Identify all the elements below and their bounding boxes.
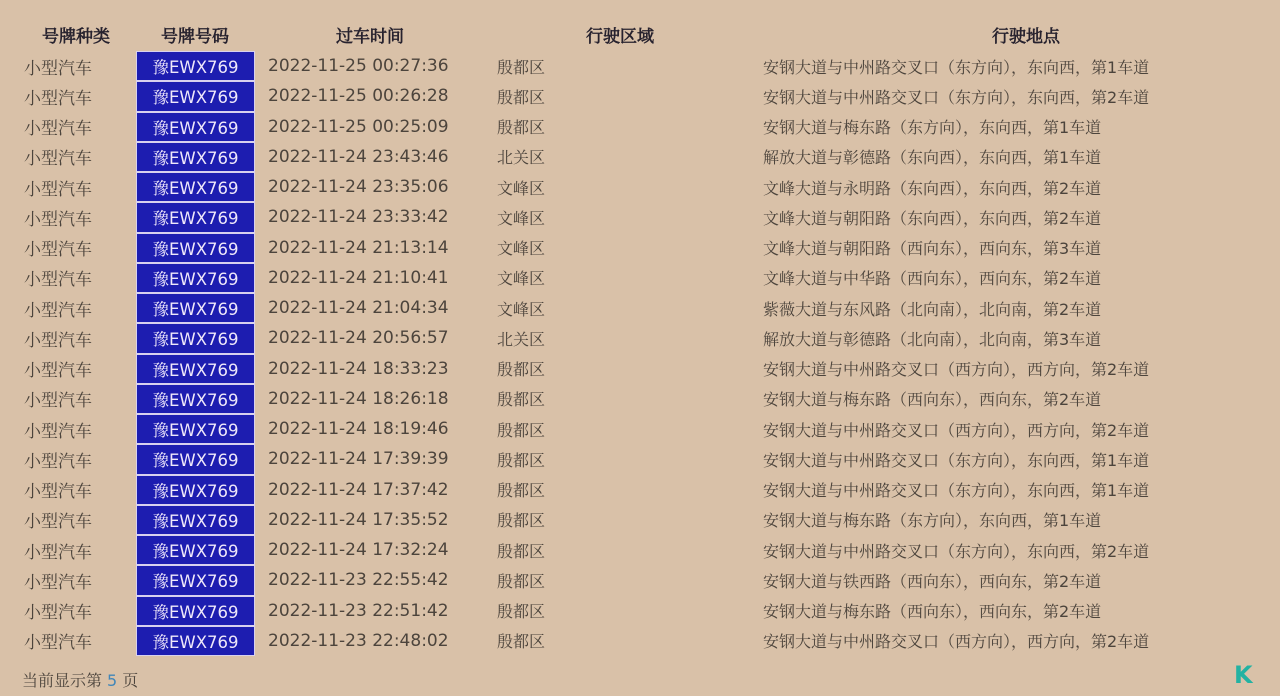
plate-type-cell: 小型汽车 [24, 542, 92, 563]
table-row [0, 414, 1280, 444]
plate-type-cell: 小型汽车 [24, 209, 92, 230]
plate-number-cell [136, 172, 255, 202]
current-page-number: 5 [107, 671, 118, 690]
plate-number-cell [136, 414, 255, 444]
plate-number-cell [136, 384, 255, 414]
plate-number-cell [136, 444, 255, 474]
district-cell: 文峰区 [496, 269, 545, 289]
plate-type-cell: 小型汽车 [24, 512, 92, 533]
plate-number-badge[interactable]: 豫EWX769 [136, 565, 255, 595]
table-row [0, 596, 1280, 626]
district-cell: 北关区 [496, 148, 545, 168]
header-driving-location: 行驶地点 [992, 27, 1060, 47]
plate-number-badge[interactable]: 豫EWX769 [136, 172, 255, 202]
pass-time-cell: 2022-11-24 18:33:23 [268, 358, 449, 379]
district-cell: 殷都区 [496, 450, 545, 470]
location-cell: 文峰大道与朝阳路（东向西），东向西，第2车道 [763, 208, 1102, 228]
plate-number-badge[interactable]: 豫EWX769 [136, 505, 255, 535]
location-cell: 解放大道与彰德路（北向南），北向南，第3车道 [763, 329, 1102, 349]
location-cell: 安钢大道与梅东路（东方向），东向西，第1车道 [763, 511, 1102, 531]
plate-type-cell: 小型汽车 [24, 88, 92, 109]
plate-number-badge[interactable]: 豫EWX769 [136, 384, 255, 414]
district-cell: 殷都区 [496, 360, 545, 380]
plate-number-cell [136, 263, 255, 293]
plate-number-cell [136, 596, 255, 626]
pass-time-cell: 2022-11-25 00:26:28 [268, 86, 449, 107]
table-row [0, 202, 1280, 232]
plate-number-badge[interactable]: 豫EWX769 [136, 414, 255, 444]
pagination-status [22, 668, 138, 691]
plate-number-badge[interactable]: 豫EWX769 [136, 263, 255, 293]
district-cell: 文峰区 [496, 208, 545, 228]
district-cell: 文峰区 [496, 178, 545, 198]
location-cell: 文峰大道与朝阳路（西向东），西向东，第3车道 [763, 239, 1102, 259]
pass-time-cell: 2022-11-24 17:37:42 [268, 479, 449, 500]
table-row [0, 51, 1280, 81]
district-cell: 殷都区 [496, 602, 545, 622]
pass-time-cell: 2022-11-24 17:35:52 [268, 509, 449, 530]
plate-number-cell [136, 535, 255, 565]
plate-number-badge[interactable]: 豫EWX769 [136, 202, 255, 232]
plate-number-cell [136, 565, 255, 595]
header-plate-type: 号牌种类 [42, 27, 110, 47]
plate-number-cell [136, 233, 255, 263]
location-cell: 安钢大道与中州路交叉口（东方向），东向西，第1车道 [763, 57, 1150, 77]
location-cell: 紫薇大道与东风路（北向南），北向南，第2车道 [763, 299, 1102, 319]
table-row [0, 172, 1280, 202]
plate-number-cell [136, 626, 255, 656]
location-cell: 安钢大道与中州路交叉口（东方向），东向西，第2车道 [763, 541, 1150, 561]
plate-type-cell: 小型汽车 [24, 603, 92, 624]
location-cell: 安钢大道与梅东路（西向东），西向东，第2车道 [763, 602, 1102, 622]
location-cell: 安钢大道与中州路交叉口（西方向），西方向，第2车道 [763, 632, 1150, 652]
table-row [0, 293, 1280, 323]
district-cell: 殷都区 [496, 118, 545, 138]
header-plate-number: 号牌号码 [161, 27, 229, 47]
plate-number-cell [136, 81, 255, 111]
plate-number-badge[interactable]: 豫EWX769 [136, 596, 255, 626]
plate-number-badge[interactable]: 豫EWX769 [136, 354, 255, 384]
plate-number-badge[interactable]: 豫EWX769 [136, 444, 255, 474]
plate-type-cell: 小型汽车 [24, 119, 92, 140]
table-body [0, 51, 1280, 656]
district-cell: 殷都区 [496, 57, 545, 77]
district-cell: 殷都区 [496, 87, 545, 107]
plate-type-cell: 小型汽车 [24, 149, 92, 170]
header-driving-area: 行驶区域 [586, 27, 654, 47]
plate-number-cell [136, 354, 255, 384]
district-cell: 殷都区 [496, 420, 545, 440]
plate-type-cell: 小型汽车 [24, 361, 92, 382]
plate-number-badge[interactable]: 豫EWX769 [136, 626, 255, 656]
district-cell: 北关区 [496, 329, 545, 349]
plate-type-cell: 小型汽车 [24, 482, 92, 503]
pass-time-cell: 2022-11-24 23:43:46 [268, 146, 449, 167]
pass-time-cell: 2022-11-24 17:39:39 [268, 449, 449, 470]
plate-number-badge[interactable]: 豫EWX769 [136, 323, 255, 353]
plate-type-cell: 小型汽车 [24, 270, 92, 291]
plate-number-cell [136, 112, 255, 142]
pass-time-cell: 2022-11-25 00:27:36 [268, 56, 449, 77]
plate-number-cell [136, 293, 255, 323]
district-cell: 殷都区 [496, 390, 545, 410]
table-row [0, 142, 1280, 172]
plate-number-badge[interactable]: 豫EWX769 [136, 293, 255, 323]
table-row [0, 475, 1280, 505]
table-row [0, 384, 1280, 414]
plate-number-cell [136, 51, 255, 81]
plate-type-cell: 小型汽车 [24, 300, 92, 321]
k-watermark-logo: K [1234, 661, 1253, 689]
table-row [0, 354, 1280, 384]
table-row [0, 233, 1280, 263]
location-cell: 文峰大道与永明路（东向西），东向西，第2车道 [763, 178, 1102, 198]
pass-time-cell: 2022-11-23 22:48:02 [268, 630, 449, 651]
plate-type-cell: 小型汽车 [24, 179, 92, 200]
location-cell: 安钢大道与中州路交叉口（西方向），西方向，第2车道 [763, 420, 1150, 440]
table-row [0, 535, 1280, 565]
plate-type-cell: 小型汽车 [24, 240, 92, 261]
location-cell: 安钢大道与中州路交叉口（东方向），东向西，第1车道 [763, 481, 1150, 501]
plate-number-badge[interactable]: 豫EWX769 [136, 112, 255, 142]
district-cell: 殷都区 [496, 632, 545, 652]
plate-number-cell [136, 202, 255, 232]
pass-time-cell: 2022-11-24 21:04:34 [268, 298, 449, 319]
pass-time-cell: 2022-11-24 18:19:46 [268, 419, 449, 440]
table-row [0, 505, 1280, 535]
header-pass-time: 过车时间 [336, 27, 404, 47]
pagination-prefix: 当前显示第 [22, 671, 103, 690]
pass-time-cell: 2022-11-24 18:26:18 [268, 388, 449, 409]
table-row [0, 565, 1280, 595]
pass-time-cell: 2022-11-23 22:55:42 [268, 570, 449, 591]
table-row [0, 263, 1280, 293]
plate-number-cell [136, 505, 255, 535]
location-cell: 安钢大道与梅东路（西向东），西向东，第2车道 [763, 390, 1102, 410]
plate-number-badge[interactable]: 豫EWX769 [136, 475, 255, 505]
table-row [0, 626, 1280, 656]
district-cell: 殷都区 [496, 571, 545, 591]
location-cell: 安钢大道与梅东路（东方向），东向西，第1车道 [763, 118, 1102, 138]
pass-time-cell: 2022-11-24 20:56:57 [268, 328, 449, 349]
plate-type-cell: 小型汽车 [24, 421, 92, 442]
plate-type-cell: 小型汽车 [24, 330, 92, 351]
plate-number-badge[interactable]: 豫EWX769 [136, 81, 255, 111]
plate-type-cell: 小型汽车 [24, 451, 92, 472]
plate-number-cell [136, 142, 255, 172]
plate-type-cell: 小型汽车 [24, 58, 92, 79]
table-row [0, 444, 1280, 474]
district-cell: 殷都区 [496, 481, 545, 501]
plate-number-badge[interactable]: 豫EWX769 [136, 535, 255, 565]
plate-type-cell: 小型汽车 [24, 633, 92, 654]
pass-time-cell: 2022-11-24 21:10:41 [268, 267, 449, 288]
table-row [0, 81, 1280, 111]
pagination-suffix: 页 [122, 671, 139, 690]
pass-time-cell: 2022-11-24 23:33:42 [268, 207, 449, 228]
plate-type-cell: 小型汽车 [24, 572, 92, 593]
plate-number-badge[interactable]: 豫EWX769 [136, 51, 255, 81]
district-cell: 文峰区 [496, 299, 545, 319]
plate-number-badge[interactable]: 豫EWX769 [136, 142, 255, 172]
plate-number-badge[interactable]: 豫EWX769 [136, 233, 255, 263]
plate-number-cell [136, 323, 255, 353]
plate-number-cell [136, 475, 255, 505]
pass-time-cell: 2022-11-24 17:32:24 [268, 540, 449, 561]
district-cell: 殷都区 [496, 511, 545, 531]
pass-time-cell: 2022-11-23 22:51:42 [268, 600, 449, 621]
location-cell: 安钢大道与中州路交叉口（东方向），东向西，第1车道 [763, 450, 1150, 470]
location-cell: 文峰大道与中华路（西向东），西向东，第2车道 [763, 269, 1102, 289]
table-row [0, 323, 1280, 353]
district-cell: 文峰区 [496, 239, 545, 259]
plate-type-cell: 小型汽车 [24, 391, 92, 412]
location-cell: 安钢大道与中州路交叉口（东方向），东向西，第2车道 [763, 87, 1150, 107]
location-cell: 解放大道与彰德路（东向西），东向西，第1车道 [763, 148, 1102, 168]
pass-time-cell: 2022-11-24 21:13:14 [268, 237, 449, 258]
pass-time-cell: 2022-11-25 00:25:09 [268, 116, 449, 137]
table-header [0, 22, 1280, 46]
location-cell: 安钢大道与中州路交叉口（西方向），西方向，第2车道 [763, 360, 1150, 380]
district-cell: 殷都区 [496, 541, 545, 561]
pass-time-cell: 2022-11-24 23:35:06 [268, 177, 449, 198]
location-cell: 安钢大道与铁西路（西向东），西向东，第2车道 [763, 571, 1102, 591]
table-row [0, 112, 1280, 142]
